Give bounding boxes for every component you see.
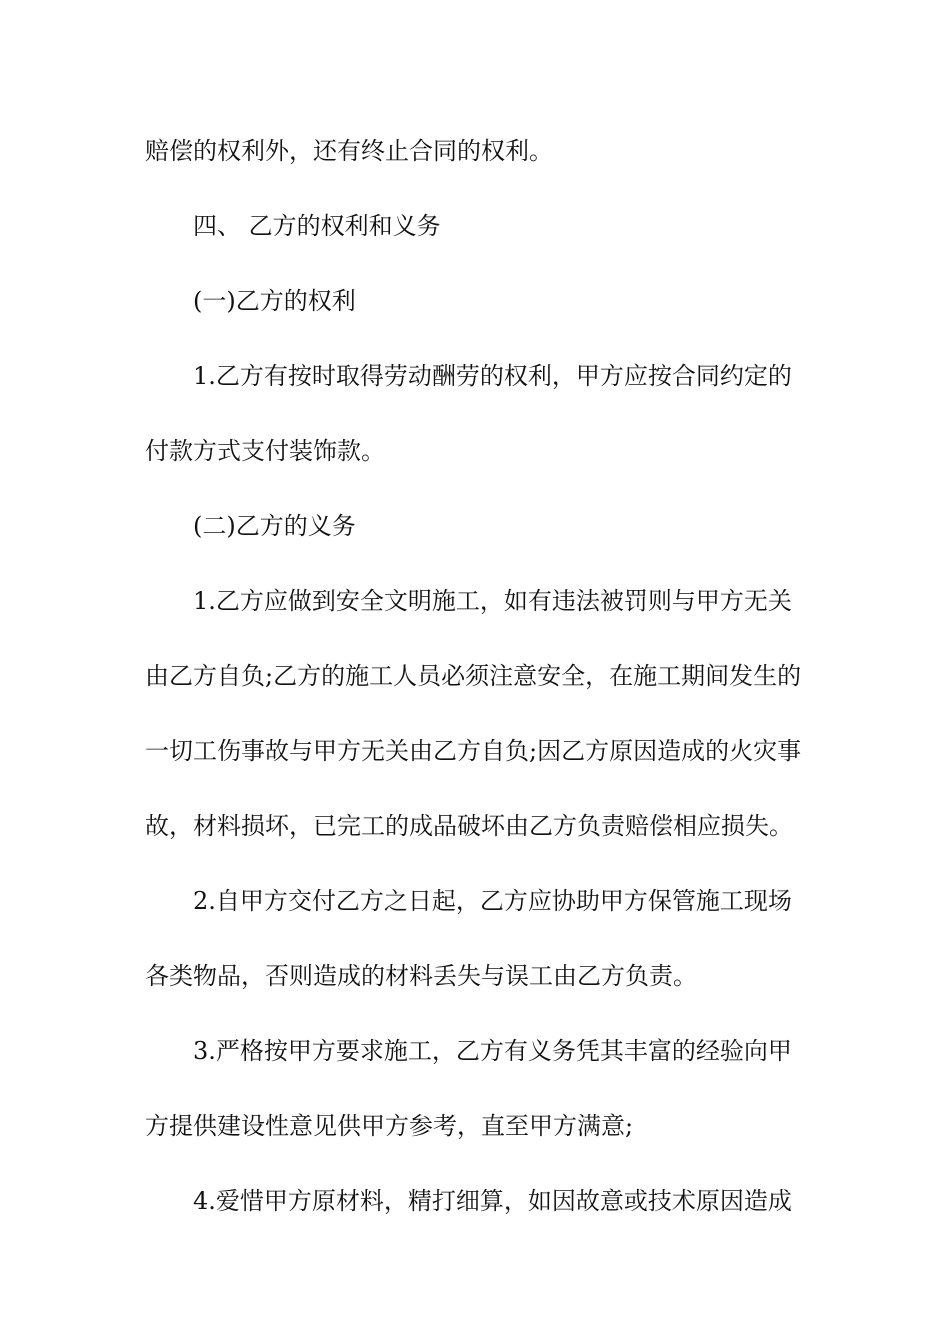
text-line-12: 各类物品，否则造成的材料丢失与误工由乙方负责。 [145, 962, 697, 990]
section-heading-4: 四、 乙方的权利和义务 [193, 212, 441, 240]
text-line-1: 赔偿的权利外，还有终止合同的权利。 [145, 137, 553, 165]
text-line-13: 3.严格按甲方要求施工，乙方有义务凭其丰富的经验向甲 [193, 1037, 792, 1065]
text-line-5: 付款方式支付装饰款。 [145, 437, 385, 465]
text-line-11: 2.自甲方交付乙方之日起，乙方应协助甲方保管施工现场 [193, 887, 792, 915]
subsection-heading-rights: (一)乙方的权利 [193, 287, 356, 315]
text-line-7: 1.乙方应做到安全文明施工，如有违法被罚则与甲方无关 [193, 587, 792, 615]
text-line-10: 故，材料损坏，已完工的成品破坏由乙方负责赔偿相应损失。 [145, 812, 793, 840]
text-line-14: 方提供建设性意见供甲方参考，直至甲方满意; [145, 1112, 634, 1140]
text-line-15: 4.爱惜甲方原材料，精打细算，如因故意或技术原因造成 [193, 1187, 792, 1215]
text-line-4: 1.乙方有按时取得劳动酬劳的权利，甲方应按合同约定的 [193, 362, 792, 390]
text-line-8: 由乙方自负;乙方的施工人员必须注意安全，在施工期间发生的 [145, 662, 802, 690]
subsection-heading-obligations: (二)乙方的义务 [193, 512, 356, 540]
text-line-9: 一切工伤事故与甲方无关由乙方自负;因乙方原因造成的火灾事 [145, 737, 802, 765]
